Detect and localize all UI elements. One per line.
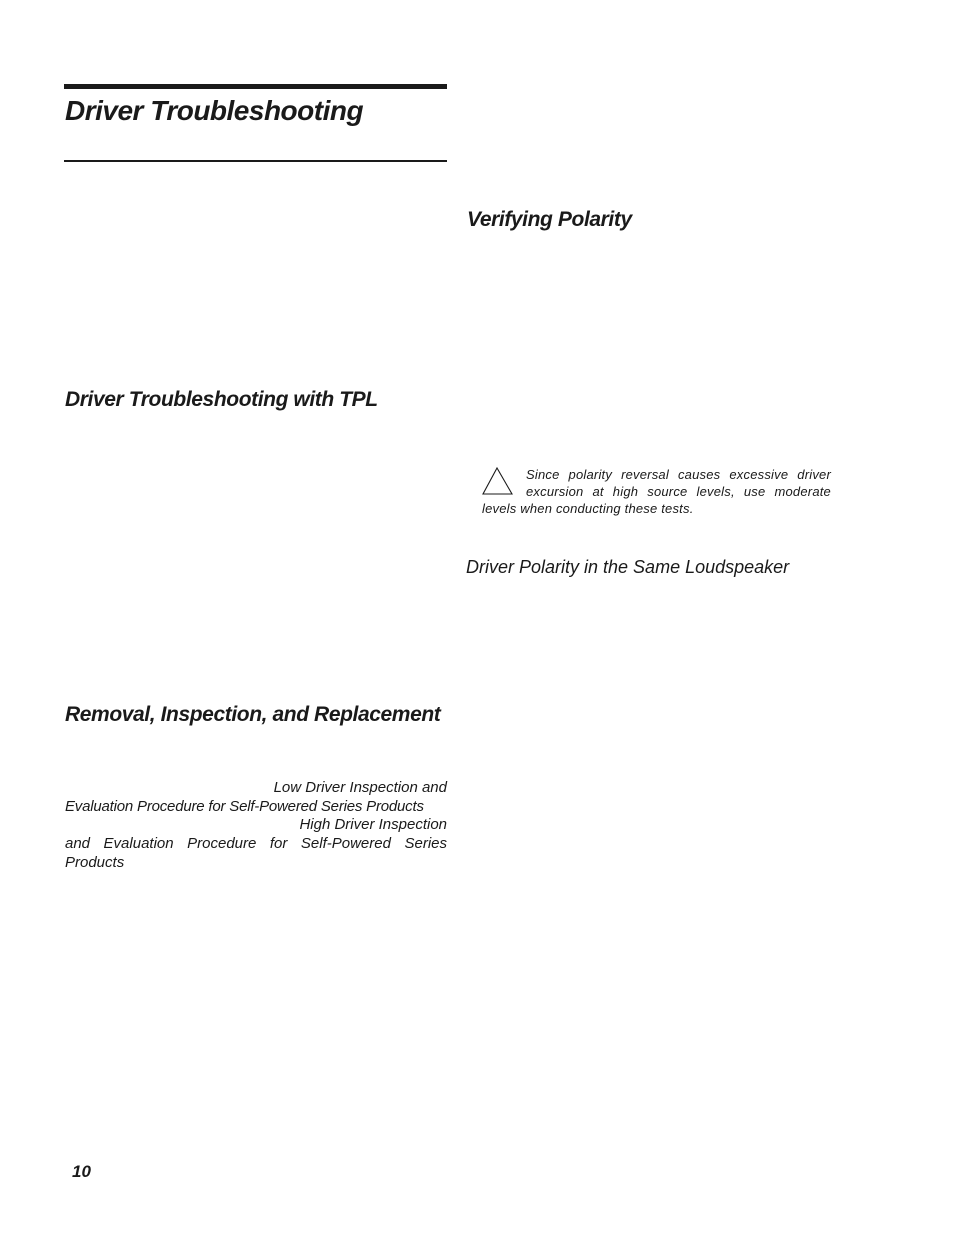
reference-line: Products bbox=[65, 853, 125, 871]
heading-verifying-polarity: Verifying Polarity bbox=[467, 208, 632, 231]
page-title: Driver Troubleshooting bbox=[65, 95, 364, 126]
title-rule-bottom bbox=[64, 160, 447, 162]
page-number: 10 bbox=[72, 1162, 91, 1181]
caution-text: Since polarity reversal causes excessive driver excursion at high source levels, use moderate levels when conducting these tests. bbox=[482, 467, 831, 516]
caution-note bbox=[482, 466, 831, 517]
reference-line: High Driver Inspection bbox=[299, 816, 447, 834]
heading-removal-inspection-replacement: Removal, Inspection, and Replacement bbox=[65, 703, 441, 726]
reference-line: Low Driver Inspection and bbox=[273, 779, 447, 796]
reference-line: Evaluation Procedure for Self-Powered Series Products bbox=[65, 797, 424, 815]
reference-line: and Evaluation Procedure for Self-Powered Series bbox=[65, 835, 447, 853]
document-references bbox=[65, 779, 447, 873]
heading-driver-troubleshooting-tpl: Driver Troubleshooting with TPL bbox=[65, 388, 378, 411]
subheading-driver-polarity: Driver Polarity in the Same Loudspeaker bbox=[466, 557, 790, 577]
title-rule-top bbox=[64, 84, 447, 89]
caution-triangle-icon bbox=[482, 466, 516, 496]
